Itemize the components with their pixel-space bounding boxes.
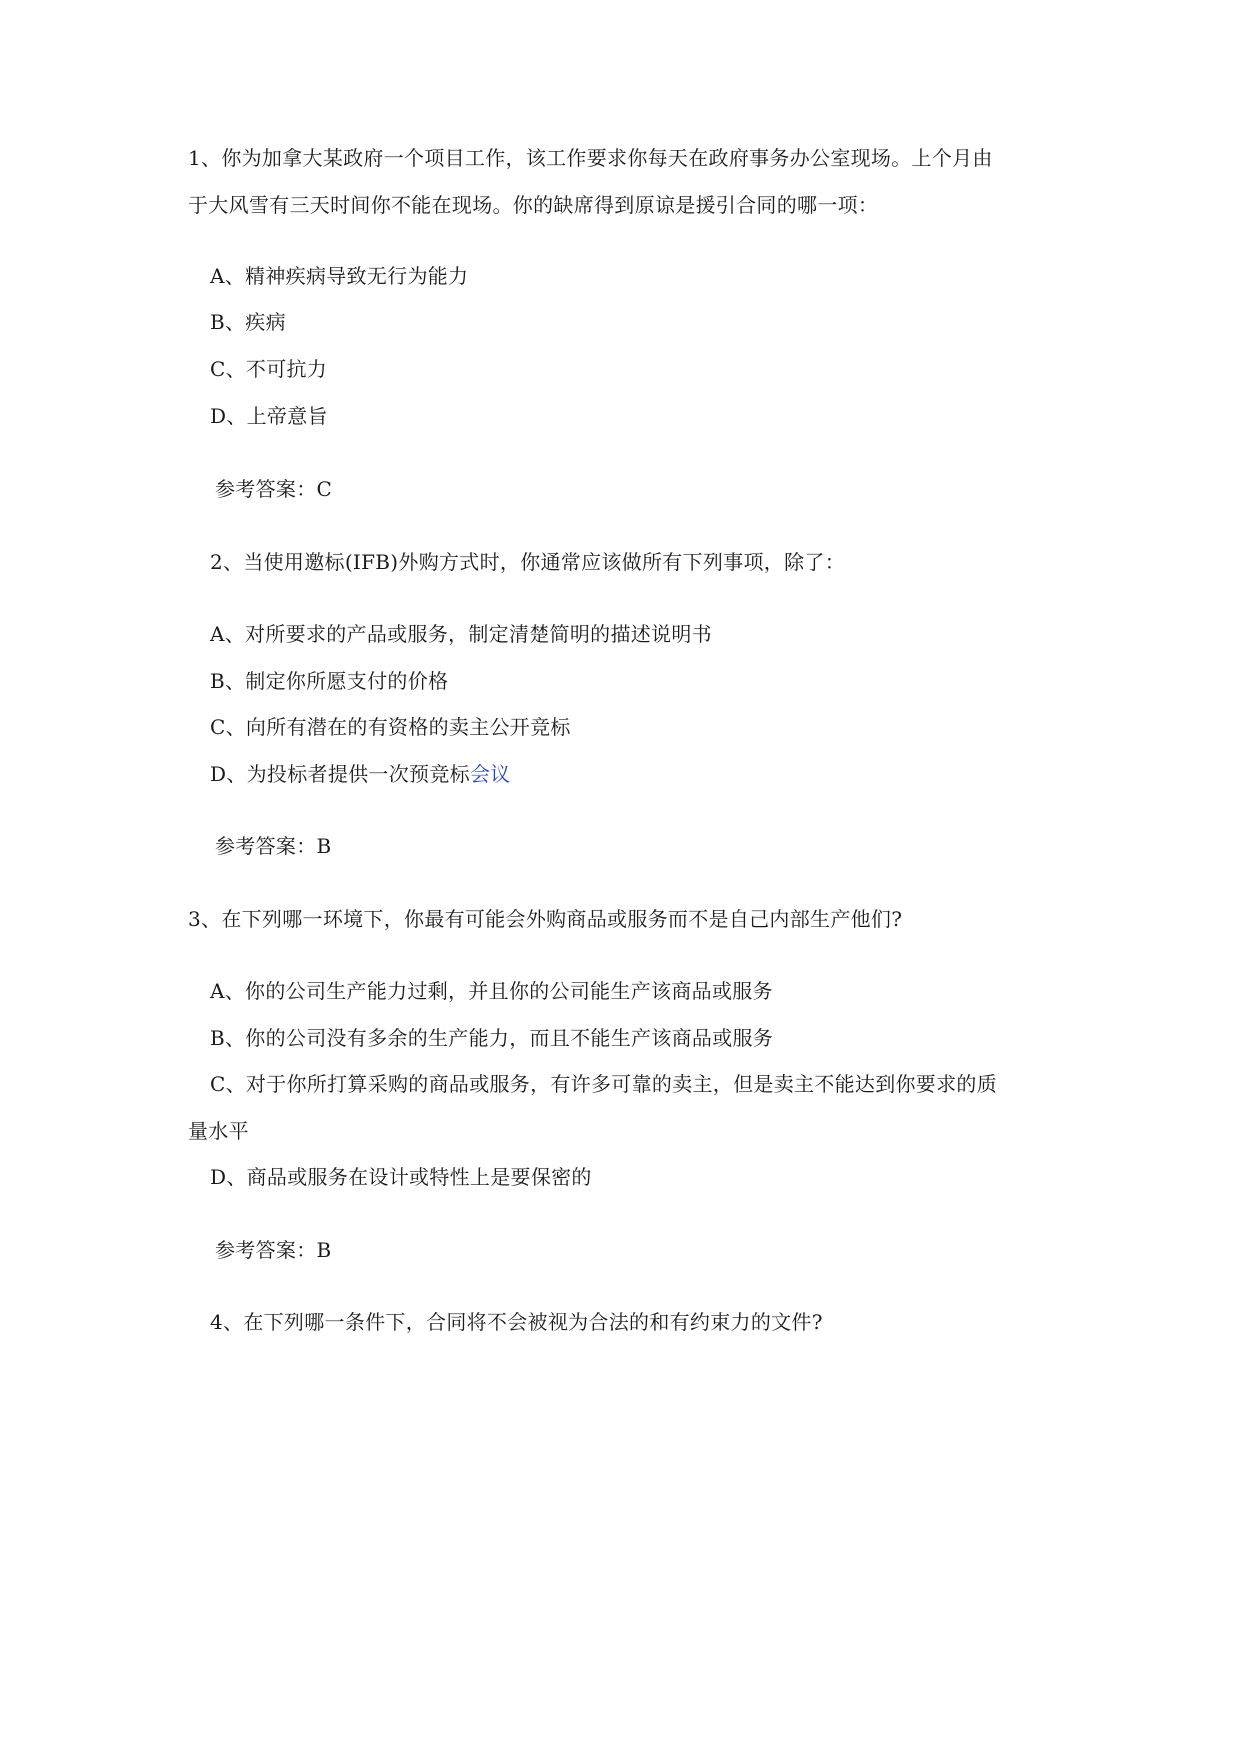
question-2-option-b: B、制定你所愿支付的价格 bbox=[210, 669, 449, 693]
question-3-option-b: B、你的公司没有多余的生产能力，而且不能生产该商品或服务 bbox=[210, 1026, 774, 1050]
meeting-link[interactable]: 会议 bbox=[469, 762, 511, 786]
question-3-stem: 3、在下列哪一环境下，你最有可能会外购商品或服务而不是自己内部生产他们? bbox=[188, 907, 903, 931]
question-3-option-d: D、商品或服务在设计或特性上是要保密的 bbox=[210, 1165, 592, 1189]
question-1-option-b: B、疾病 bbox=[210, 310, 286, 334]
question-1-answer: 参考答案：C bbox=[215, 477, 333, 501]
question-1-option-d: D、上帝意旨 bbox=[210, 404, 328, 428]
question-3-option-c-continued: 量水平 bbox=[188, 1119, 249, 1143]
question-2-answer: 参考答案：B bbox=[215, 834, 332, 858]
question-2-option-d-text: D、为投标者提供一次预竞标 bbox=[210, 762, 470, 786]
question-1-option-c: C、不可抗力 bbox=[210, 357, 328, 381]
question-3-answer: 参考答案：B bbox=[215, 1238, 332, 1262]
question-2-option-a: A、对所要求的产品或服务，制定清楚简明的描述说明书 bbox=[210, 622, 712, 646]
question-1-stem-line-2: 于大风雪有三天时间你不能在现场。你的缺席得到原谅是援引合同的哪一项： bbox=[188, 193, 879, 217]
question-2-stem: 2、当使用邀标(IFB)外购方式时，你通常应该做所有下列事项，除了： bbox=[210, 550, 846, 574]
question-3-option-a: A、你的公司生产能力过剩，并且你的公司能生产该商品或服务 bbox=[210, 979, 773, 1003]
question-4-stem: 4、在下列哪一条件下，合同将不会被视为合法的和有约束力的文件? bbox=[210, 1310, 823, 1334]
question-2-option-c: C、向所有潜在的有资格的卖主公开竞标 bbox=[210, 715, 571, 739]
question-3-option-c: C、对于你所打算采购的商品或服务，有许多可靠的卖主，但是卖主不能达到你要求的质 bbox=[210, 1072, 998, 1096]
question-1-option-a: A、精神疾病导致无行为能力 bbox=[210, 264, 469, 288]
question-1-stem-line-1: 1、你为加拿大某政府一个项目工作，该工作要求你每天在政府事务办公室现场。上个月由 bbox=[188, 146, 993, 170]
question-2-option-d bbox=[210, 761, 511, 787]
